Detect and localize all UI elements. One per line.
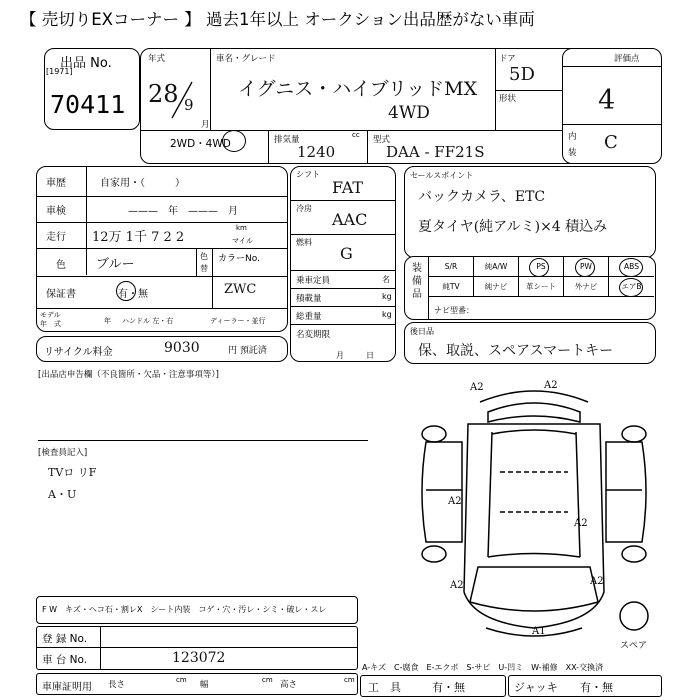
lot-label: 出品 No.: [60, 56, 112, 71]
interior-label-1: 内: [568, 132, 577, 142]
doors-value: 5D: [509, 64, 535, 85]
lot-sub: [1971]: [46, 67, 73, 76]
color-swap-2: 替: [200, 264, 208, 273]
displacement-label: 排気量: [274, 135, 300, 145]
equip-pw-circle: [575, 258, 595, 277]
damage-legend: A-キズ C-腐食 E-エクボ S-サビ U-凹ミ W-補修 XX-交換済: [362, 663, 604, 672]
history-label: 車歴: [46, 178, 66, 189]
garage-cert-width: 幅: [200, 680, 209, 690]
score-value: 4: [598, 85, 616, 116]
ac-label: 冷房: [296, 204, 312, 213]
displacement-unit: cc: [352, 131, 360, 139]
equip-ps: PS: [519, 257, 564, 277]
equip-abs-circle: [619, 258, 643, 277]
color-swap-1: 色: [200, 252, 208, 261]
year-value: 28: [148, 80, 179, 108]
mileage-unit-km: km: [236, 224, 247, 232]
warranty-options: 有・無: [118, 289, 148, 300]
color-label: 色: [56, 260, 66, 271]
equip-sr: S/R: [429, 257, 474, 277]
model-name: イグニス・ハイブリッドMX: [238, 78, 478, 100]
equip-pw: PW: [564, 257, 609, 277]
model-year-unit: 年: [104, 317, 111, 325]
recycle-label: リサイクル料金: [44, 347, 113, 358]
year-month-unit: 月: [201, 120, 210, 130]
capacity-unit-3: kg: [382, 310, 392, 319]
tools-label: 工 具: [368, 681, 401, 694]
history-options: 自家用・（ ）: [100, 178, 185, 189]
equip-airbag: エアB: [609, 277, 654, 297]
damage-summary-text: F W キズ・ヘコ石・割レX シート内装 コゲ・穴・汚レ・シミ・破レ・スレ: [42, 605, 327, 614]
sales-point-label: セールスポイント: [410, 171, 474, 180]
capacity-row-1: 乗車定員: [296, 276, 331, 286]
later-items-label: 後日品: [410, 327, 434, 336]
sales-point-line-1: バックカメラ、ETC: [418, 189, 546, 205]
damage-mark-rear-right: A2: [544, 380, 558, 391]
navi-model-label: ナビ型番：: [434, 306, 474, 315]
drive-selected-circle: [222, 130, 246, 152]
model-year-dealer: ディーラー・並行: [210, 317, 266, 325]
garage-cert-height: 高さ: [280, 680, 298, 690]
equip-tv: 純TV: [429, 277, 474, 297]
chassis-value: 123072: [172, 650, 226, 666]
capacity-row-3: 総重量: [296, 312, 322, 322]
ac-value: AAC: [332, 210, 368, 229]
displacement-value: 1240: [297, 143, 336, 161]
model-label: 車名・グレード: [216, 54, 276, 64]
sales-point-line-2: 夏タイヤ(純アルミ)×4 積込み: [418, 219, 608, 235]
model-year-label-1: モデル: [40, 311, 61, 319]
mileage-label: 走行: [46, 232, 66, 243]
lot-number: 70411: [50, 90, 126, 119]
jack-label: ジャッキ: [514, 681, 558, 694]
shift-label: シフト: [296, 170, 320, 179]
later-items-value: 保、取説、スペアスマートキー: [418, 343, 614, 359]
fuel-value: G: [340, 244, 353, 263]
drive-options: 2WD・4WD: [170, 138, 231, 150]
fuel-label: 燃料: [296, 238, 312, 247]
equip-leather: 革シート: [519, 277, 564, 297]
garage-cert-label: 車庫証明用: [42, 682, 92, 693]
damage-mark-rear-left: A2: [470, 382, 484, 393]
name-change-unit: 月日: [336, 351, 396, 360]
shift-value: FAT: [332, 178, 364, 197]
shape-label: 形状: [499, 94, 517, 104]
damage-mark-front-right: A2: [590, 576, 604, 587]
spare-label: スペア: [620, 641, 648, 651]
interior-value: C: [604, 132, 618, 153]
year-slash: [168, 80, 196, 120]
color-value: ブルー: [96, 257, 135, 272]
mileage-value: 12万 1千 7 2 2: [92, 230, 185, 245]
color-no-value: ZWC: [224, 282, 257, 297]
type-label: 型式: [373, 135, 391, 145]
garage-cert-length: 長さ: [108, 680, 126, 690]
warranty-selected-circle: [116, 281, 136, 301]
year-label: 年式: [148, 54, 166, 64]
capacity-unit-1: 名: [382, 275, 390, 284]
damage-mark-right-door: A2: [574, 518, 588, 529]
equip-ext-navi: 外ナビ: [564, 277, 609, 297]
tools-options: 有・無: [432, 681, 465, 694]
inspection-text: ——— 年 ——— 月: [128, 206, 238, 217]
seller-notes-label: [出品店申告欄（不良箇所・欠品・注意事項等）]: [38, 370, 219, 380]
registration-label: 登 録 No.: [42, 633, 88, 645]
garage-cert-cm-3: cm: [344, 676, 355, 684]
mileage-unit-mile: マイル: [232, 237, 253, 245]
inspection-label: 車検: [46, 206, 66, 217]
chassis-label: 車 台 No.: [42, 654, 88, 666]
year-month: 9: [184, 96, 194, 114]
doors-label: ドア: [499, 54, 516, 64]
equip-ps-circle: [529, 258, 549, 277]
recycle-value: 9030: [164, 340, 200, 356]
interior-label-2: 装: [568, 148, 577, 158]
equipment-label: 装備品: [412, 263, 422, 300]
capacity-row-2: 積載量: [296, 294, 322, 304]
color-no-label: カラーNo.: [218, 254, 260, 264]
damage-mark-front: A1: [532, 626, 546, 637]
garage-cert-cm-1: cm: [176, 676, 187, 684]
model-year-handle: ハンドル 左・右: [122, 317, 174, 325]
warranty-label: 保証書: [46, 289, 76, 300]
equip-navi: 純ナビ: [474, 277, 519, 297]
inspector-line-1: TVロ リF: [48, 466, 97, 479]
page-header: 【 売切りEXコーナー 】 過去1年以上 オークション出品歴がない車両: [20, 10, 535, 29]
recycle-unit: 円 預託済: [228, 346, 267, 356]
car-damage-diagram: [404, 372, 664, 662]
inspector-label: [検査員記入]: [38, 448, 88, 458]
garage-cert-cm-2: cm: [262, 676, 273, 684]
name-change-label: 名変期限: [296, 330, 331, 340]
equip-airbag-circle: [619, 278, 643, 297]
jack-options: 有・無: [580, 681, 613, 694]
capacity-unit-2: kg: [382, 292, 392, 301]
equip-abs: ABS: [609, 257, 654, 277]
score-label: 評価点: [614, 54, 640, 64]
inspector-line-2: A・U: [48, 488, 77, 501]
model-drive: 4WD: [388, 103, 430, 123]
model-year-label-2: 年 式: [40, 320, 61, 328]
damage-mark-left-door: A2: [448, 496, 462, 507]
damage-mark-front-left: A2: [450, 580, 464, 591]
type-value: DAA - FF21S: [386, 143, 485, 161]
equip-aw: 純A/W: [474, 257, 519, 277]
